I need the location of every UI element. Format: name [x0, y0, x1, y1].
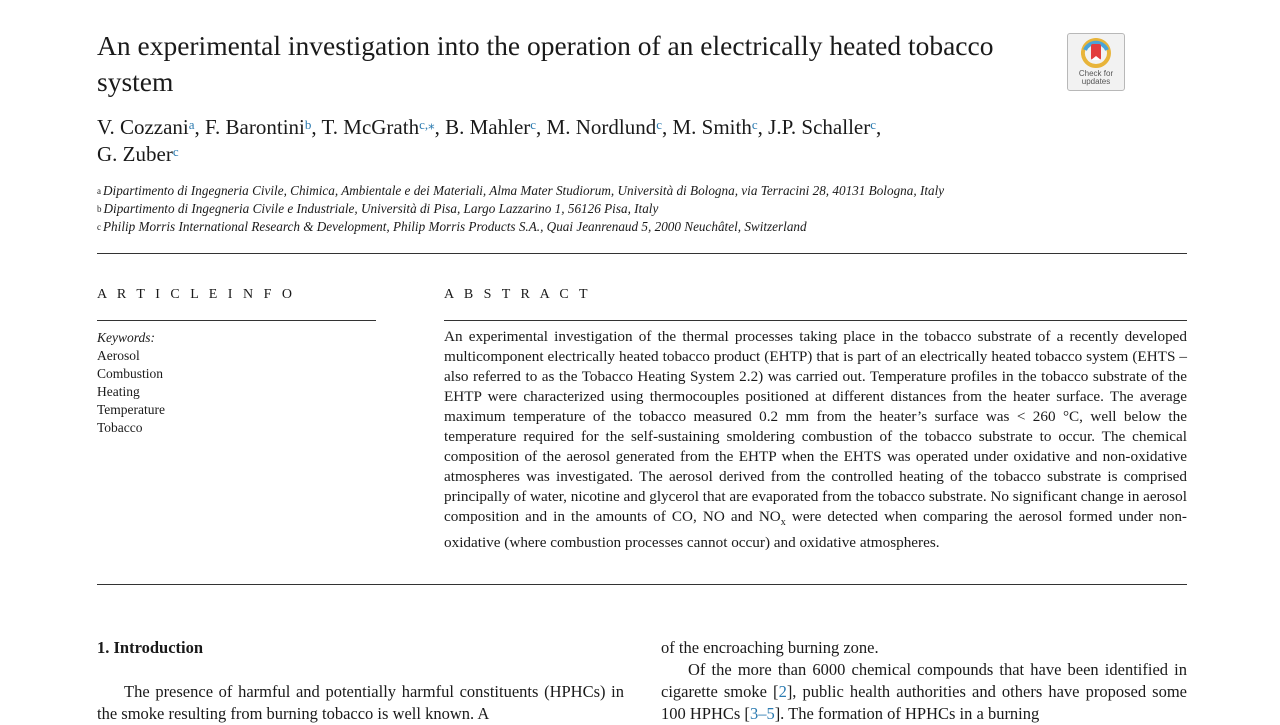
- abstract-text: [444, 327, 1187, 553]
- author-separator: ,: [194, 115, 206, 139]
- affiliation-item: [97, 218, 1097, 236]
- affiliation-mark: a: [97, 186, 101, 196]
- author-name[interactable]: J.P. Schaller: [768, 115, 871, 139]
- keyword-item: Aerosol: [97, 348, 140, 363]
- abstract-heading: A B S T R A C T: [444, 287, 592, 302]
- affiliation-text: Dipartimento di Ingegneria Civile, Chimica, Ambientale e dei Materiali, Alma Mater Studiorum, Università di Bologna, via Terracini 28, 40131 Bologna, Italy: [103, 183, 945, 198]
- author-name[interactable]: B. Mahler: [445, 115, 531, 139]
- author-separator: ,: [536, 115, 547, 139]
- intro-paragraph: The presence of harmful and potentially harmful constituents (HPHCs) in the smoke resulting from burning tobacco is well known. A: [97, 682, 624, 723]
- keywords-label: Keywords:: [97, 330, 155, 345]
- author-affiliation-mark[interactable]: c: [870, 117, 876, 132]
- affiliation-list: [97, 182, 1097, 236]
- right-column-text: [661, 637, 1187, 725]
- author-affiliation-mark[interactable]: b: [304, 117, 312, 132]
- author-separator: ,: [757, 115, 769, 139]
- keyword-item: Tobacco: [97, 420, 143, 435]
- crossmark-label: Check for updates: [1078, 69, 1114, 86]
- keyword-item: Heating: [97, 384, 140, 399]
- abstract-body: An experimental investigation of the thermal processes taking place in the tobacco substrate of a recently developed multicomponent electrically heated tobacco product (EHTP) that is part of an electrically heated tobacco system (EHTS – also referred to as the Tobacco Heating System 2.2) was carried out. Temperature profiles in the tobacco substrate of the EHTP were characterized using thermocouples positioned at different distances from the heater surface. The average maximum temperature of the tobacco measured 0.2 mm from the heater’s surface was < 260 °C, well below the temperature required for the self-sustaining smoldering combustion of the tobacco substrate to occur. The chemical composition of the aerosol generated from the EHTP when the EHTS was operated under oxidative and non-oxidative atmospheres was investigated. The aerosol derived from the controlled heating of the tobacco substrate is comprised principally of water, nicotine and glycerol that are evaporated from the tobacco substrate. No significant change in aerosol composition and in the amounts of CO, NO and NO: [444, 328, 1187, 525]
- keyword-item: Temperature: [97, 402, 166, 417]
- paragraph-text: ]. The formation of HPHCs in a burning: [774, 704, 1040, 723]
- author-name[interactable]: M. Smith: [672, 115, 752, 139]
- affiliation-mark: c: [97, 222, 101, 232]
- author-name[interactable]: T. McGrath: [321, 115, 420, 139]
- author-affiliation-mark[interactable]: c: [530, 117, 537, 132]
- affiliation-text: Dipartimento di Ingegneria Civile e Industriale, Università di Pisa, Largo Lazzarino 1, 56126 Pisa, Italy: [103, 201, 659, 216]
- affiliation-mark: b: [97, 204, 102, 214]
- right-paragraph: [661, 659, 1187, 725]
- author-list: [97, 114, 1057, 168]
- author-separator: ,: [434, 115, 446, 139]
- abstract-subscript: x: [780, 517, 786, 529]
- author-name[interactable]: F. Barontini: [205, 115, 305, 139]
- right-column-first-line: of the encroaching burning zone.: [661, 638, 879, 657]
- article-info-divider: [97, 320, 376, 321]
- author-affiliation-mark[interactable]: c,⁎: [419, 117, 435, 132]
- author-name[interactable]: V. Cozzani: [97, 115, 189, 139]
- affiliation-item: [97, 182, 1097, 200]
- abstract-body-end: were detected when comparing the aerosol formed under non-oxidative (where combustion processes cannot occur) and oxidative atmospheres.: [444, 508, 1187, 552]
- reference-link[interactable]: 3–5: [749, 704, 775, 723]
- keyword-item: Combustion: [97, 366, 164, 381]
- author-name[interactable]: M. Nordlund: [546, 115, 657, 139]
- left-column-text: [97, 681, 624, 725]
- introduction-heading: 1. Introduction: [97, 638, 204, 657]
- author-separator: ,: [662, 115, 673, 139]
- paragraph-text: ], public health authorities and others have proposed some 100 HPHCs [: [661, 682, 1187, 723]
- affiliation-text: Philip Morris International Research & Development, Philip Morris Products S.A., Quai Jeanrenaud 5, 2000 Neuchâtel, Switzerland: [103, 219, 807, 234]
- author-affiliation-mark[interactable]: a: [188, 117, 195, 132]
- article-info-heading: A R T I C L E I N F O: [97, 287, 296, 302]
- reference-link[interactable]: 2: [778, 682, 787, 701]
- keywords-block: [97, 329, 165, 437]
- affiliation-item: [97, 200, 1097, 218]
- crossmark-icon: [1081, 38, 1111, 70]
- abstract-bottom-divider: [97, 584, 1187, 585]
- article-title: An experimental investigation into the operation of an electrically heated tobacco system: [97, 30, 994, 97]
- author-affiliation-mark[interactable]: c: [656, 117, 662, 132]
- author-name[interactable]: G. Zuber: [97, 142, 173, 166]
- author-affiliation-mark[interactable]: c: [751, 117, 758, 132]
- paragraph-text: Of the more than 6000 chemical compounds that have been identified in cigarette smoke [: [661, 660, 1187, 701]
- header-divider: [97, 253, 1187, 254]
- author-separator: ,: [876, 115, 882, 139]
- abstract-divider: [444, 320, 1187, 321]
- author-separator: ,: [311, 115, 322, 139]
- check-for-updates-badge[interactable]: [1067, 33, 1125, 91]
- author-affiliation-mark[interactable]: c: [172, 144, 179, 159]
